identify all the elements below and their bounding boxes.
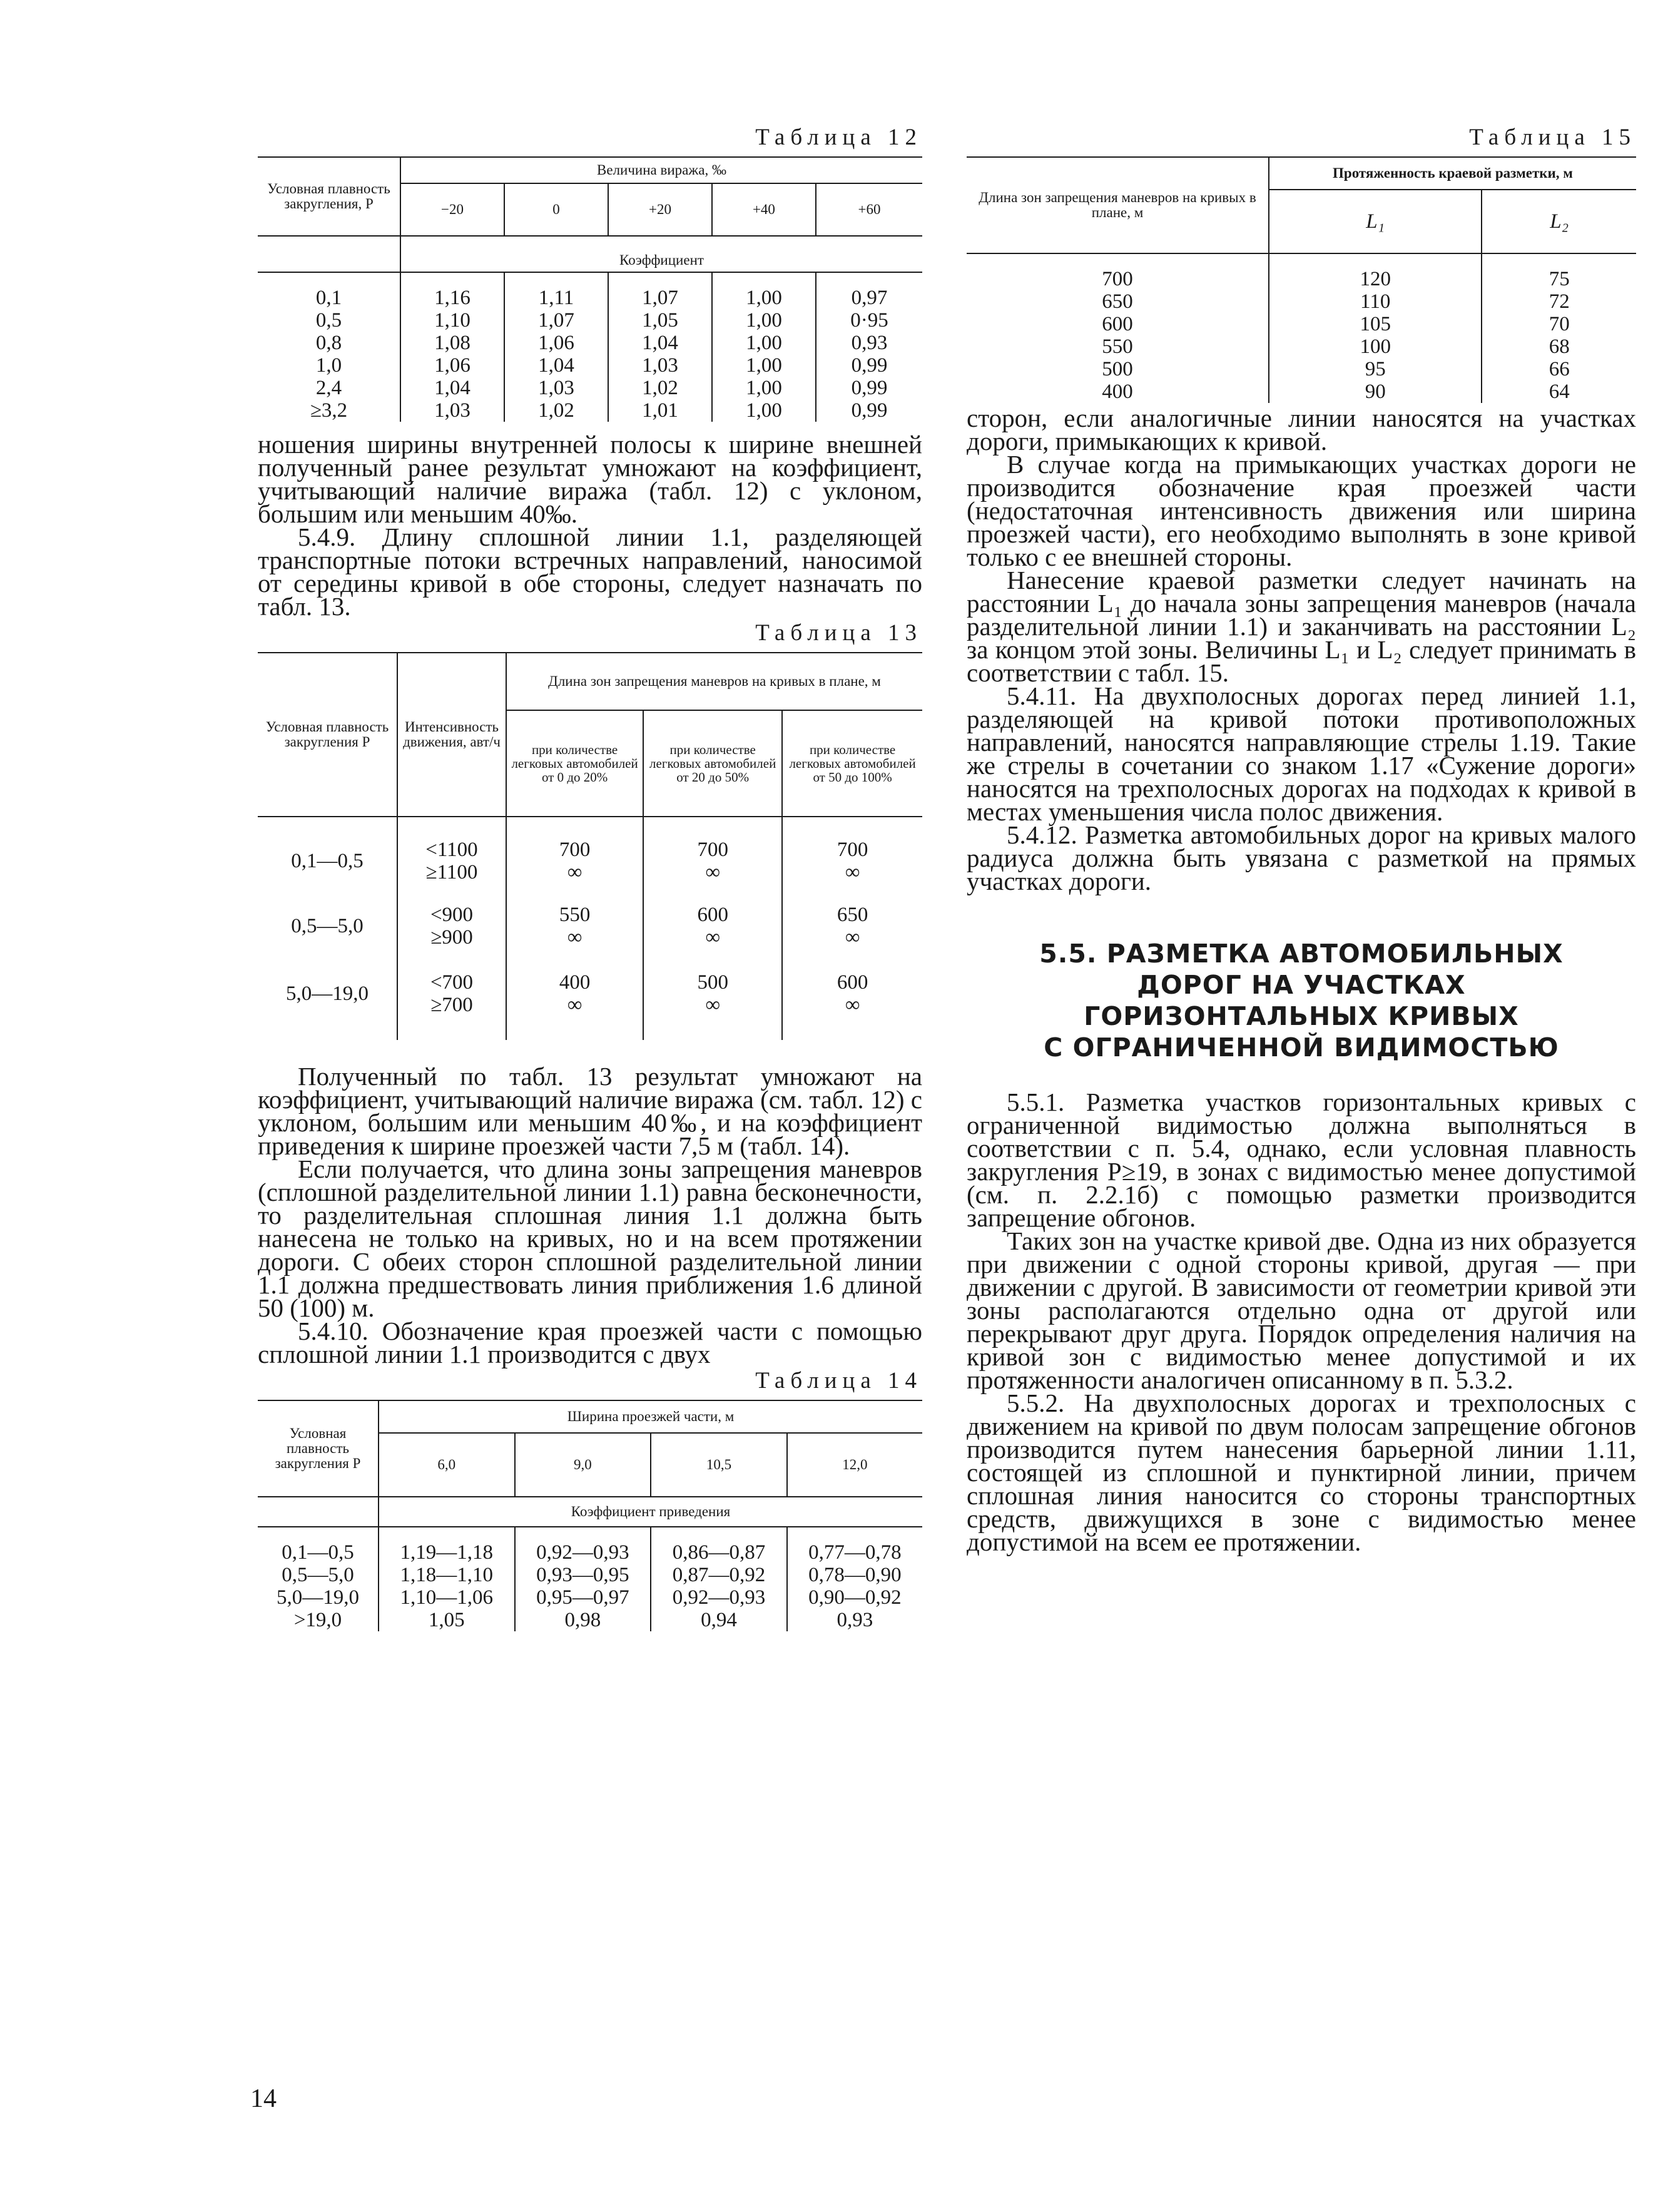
table-13 — [258, 652, 922, 1040]
table-15-col: L₂ — [1550, 210, 1569, 233]
paragraph: 5.4.12. Разметка автомобильных дорог на кривых малого радиуса должна быть увязана с разметкой на прямых участках дороги. — [967, 820, 1636, 895]
table-14-col: 9,0 — [515, 1433, 651, 1497]
table-row — [258, 1541, 922, 1631]
table-13-cell: 650 ∞ — [837, 904, 868, 949]
right-column — [967, 125, 1636, 1554]
table-row — [258, 830, 922, 892]
paragraph: Таких зон на участке кривой две. Одна из них образуется при движении с одной стороны кривой, другая — при движении с другой. В зависимости от геометрии кривой эти зоны располагаются отдельно одна от другой или перекрывают друг друга. Порядок определения наличия на кривой зон с видимостью менее допустимой и их протяженности аналогичен описанному в п. 5.3.2. — [967, 1226, 1636, 1394]
table-15-col-values: 75 72 70 68 66 64 — [1549, 268, 1570, 403]
section-title-line: С ОГРАНИЧЕННОЙ ВИДИМОСТЬЮ — [1044, 1032, 1559, 1063]
table-12-col: 0 — [504, 183, 608, 236]
table-13-cell: 600 ∞ — [837, 971, 868, 1016]
table-13-intensity: <1100 ≥1100 — [397, 830, 506, 892]
table-13-p: 0,5—5,0 — [258, 892, 397, 960]
table-14-caption: Таблица 14 — [755, 1368, 922, 1394]
section-title-line: ГОРИЗОНТАЛЬНЫХ КРИВЫХ — [1084, 1001, 1519, 1031]
table-14-row-header: Условная плавность закругления P — [258, 1400, 379, 1497]
table-12-sub-header: Коэффициент — [619, 252, 704, 268]
table-13-intensity: <900 ≥900 — [397, 892, 506, 960]
table-14-group-header: Ширина проезжей части, м — [379, 1400, 922, 1433]
left-column — [258, 125, 922, 1631]
paragraph: Если получается, что длина зоны запрещения маневров (сплошной разделительной линии 1.1) равна бесконечности, то разделительная сплошная линия 1.1 должна быть нанесена не только на кривых, но и на всем протяжении дороги. С обеих сторон сплошной разделительной линии 1.1 должна предшествовать линия приближения 1.6 длиной 50 (100) м. — [258, 1154, 922, 1322]
table-12-caption: Таблица 12 — [755, 125, 922, 150]
table-row — [967, 268, 1636, 403]
table-15-group-header: Протяженность краевой разметки, м — [1269, 157, 1636, 190]
table-13-row-header: Условная плавность закругления P — [258, 653, 397, 817]
table-15-col-values: 120 110 105 100 95 90 — [1269, 268, 1482, 403]
paragraph: ношения ширины внутренней полосы к ширине внешней полученный ранее результат умножают на коэффициент, учитывающий наличие виража (табл. 12) с уклоном, большим или меньшим 40‰. — [258, 430, 922, 528]
section-title — [967, 938, 1636, 1063]
paragraph: 5.5.2. На двухполосных дорогах и трехполосных с движением на кривой по двум полосам запрещение обгонов производится путем нанесения барьерной линии 1.11, состоящей из сплошной и пунктирной линии, причем сплошная линия наносится со стороны транспортных средств, движущихся в зоне с видимостью менее допустимой на всем ее протяжении. — [967, 1389, 1636, 1556]
section-title-line: 5.5. РАЗМЕТКА АВТОМОБИЛЬНЫХ — [1039, 939, 1564, 969]
table-12 — [258, 156, 922, 422]
table-12-p-values: 0,1 0,5 0,8 1,0 2,4 ≥3,2 — [258, 287, 400, 422]
table-row — [258, 960, 922, 1027]
table-14-sub-header: Коэффициент приведения — [571, 1504, 731, 1519]
table-13-cell: 600 ∞ — [643, 892, 782, 960]
table-15-d-values: 700 650 600 550 500 400 — [967, 268, 1269, 403]
table-12-row-header: Условная плавность закругления, P — [258, 157, 400, 236]
table-15-row-header: Длина зон запрещения маневров на кривых в плане, м — [967, 157, 1269, 253]
table-14-col-values: 0,86—0,87 0,87—0,92 0,92—0,93 0,94 — [651, 1541, 787, 1631]
table-14 — [258, 1400, 922, 1631]
table-14-p-values: 0,1—0,5 0,5—5,0 5,0—19,0 >19,0 — [258, 1541, 379, 1631]
table-13-p: 0,1—0,5 — [258, 830, 397, 892]
table-13-caption: Таблица 13 — [755, 620, 922, 646]
table-15-col: L₁ — [1269, 190, 1482, 253]
paragraph: Нанесение краевой разметки следует начинать на расстоянии L₁ до начала зоны запрещения маневров (начала разделительной линии 1.1) и заканчивать на расстоянии L₂ за концом этой зоны. Величины L₁ и L₂ следует принимать в соответствии с табл. 15. — [967, 566, 1636, 687]
paragraph: Полученный по табл. 13 результат умножают на коэффициент, учитывающий наличие виража (см. табл. 12) с уклоном, большим или меньшим 40‰, и на коэффициент приведения к ширине проезжей части 7,5 м (табл. 14). — [258, 1062, 922, 1160]
table-13-cell: 400 ∞ — [506, 960, 643, 1027]
table-12-col-values: 1,16 1,10 1,08 1,06 1,04 1,03 — [400, 287, 504, 422]
table-13-cell: 500 ∞ — [643, 960, 782, 1027]
table-13-col: при количестве легковых автомобилей от 0 до 20% — [506, 710, 643, 817]
paragraph: 5.4.9. Длину сплошной линии 1.1, разделяющей транспортные потоки встречных направлений, наносимой от середины кривой в обе стороны, следует назначать по табл. 13. — [258, 522, 922, 621]
table-13-cell: 700 ∞ — [506, 830, 643, 892]
paragraph: 5.4.10. Обозначение края проезжей части с помощью сплошной линии 1.1 производится с двух — [258, 1317, 922, 1368]
table-13-intensity-header: Интенсивность движения, авт/ч — [397, 653, 506, 817]
table-13-intensity: <700 ≥700 — [397, 960, 506, 1027]
table-14-col: 6,0 — [379, 1433, 515, 1497]
table-12-group-header: Величина виража, ‰ — [400, 157, 922, 183]
paragraph: В случае когда на примыкающих участках дороги не производится обозначение края проезжей части (недостаточная интенсивность движения или ширина проезжей части), его необходимо выполнять в зоне кривой только с ее внешней стороны. — [967, 450, 1636, 571]
table-13-col: при количестве легковых автомобилей от 20 до 50% — [643, 710, 782, 817]
table-12-col-values: 1,00 1,00 1,00 1,00 1,00 1,00 — [712, 287, 816, 422]
paragraph: 5.4.11. На двухполосных дорогах перед линией 1.1, разделяющей на кривой потоки противоположных направлений, наносятся направляющие стрелы 1.19. Такие же стрелы в сочетании со знаком 1.17 «Сужение дороги» наносятся на трехполосных дорогах на подходах к кривой в местах уменьшения числа полос движения. — [967, 681, 1636, 826]
table-14-col-values: 0,77—0,78 0,78—0,90 0,90—0,92 0,93 — [808, 1541, 902, 1631]
table-13-cell: 700 ∞ — [837, 838, 868, 884]
table-14-col: 12,0 — [842, 1457, 868, 1472]
table-13-p: 5,0—19,0 — [258, 960, 397, 1027]
table-15 — [967, 156, 1636, 403]
table-row — [258, 892, 922, 960]
table-13-col: при количестве легковых автомобилей от 50 до 100% — [789, 742, 916, 785]
table-12-col-values: 1,07 1,05 1,04 1,03 1,02 1,01 — [608, 287, 712, 422]
paragraph: 5.5.1. Разметка участков горизонтальных кривых с ограниченной видимостью должна выполняться в соответствии с п. 5.4, однако, если условная плавность закругления P≥19, в зонах с видимостью менее допустимой (см. п. 2.2.1б) с помощью разметки производится запрещение обгонов. — [967, 1088, 1636, 1232]
table-12-col-values: 1,11 1,07 1,06 1,04 1,03 1,02 — [504, 287, 608, 422]
page-number: 14 — [250, 2084, 277, 2113]
table-14-col: 10,5 — [651, 1433, 787, 1497]
section-title-line: ДОРОГ НА УЧАСТКАХ — [1137, 970, 1466, 1000]
table-12-col: +40 — [712, 183, 816, 236]
table-row — [258, 287, 922, 422]
table-15-caption: Таблица 15 — [1469, 125, 1636, 150]
table-12-col: +60 — [858, 201, 881, 217]
paragraph: сторон, если аналогичные линии наносятся на участках дороги, примыкающих к кривой. — [967, 404, 1636, 456]
table-12-col-values: 0,97 0·95 0,93 0,99 0,99 0,99 — [850, 287, 888, 422]
table-12-col: +20 — [608, 183, 712, 236]
table-13-group-header: Длина зон запрещения маневров на кривых в плане, м — [506, 653, 922, 710]
table-12-col: −20 — [400, 183, 504, 236]
table-13-cell: 700 ∞ — [643, 830, 782, 892]
table-13-cell: 550 ∞ — [506, 892, 643, 960]
table-14-col-values: 1,19—1,18 1,18—1,10 1,10—1,06 1,05 — [379, 1541, 515, 1631]
table-14-col-values: 0,92—0,93 0,93—0,95 0,95—0,97 0,98 — [515, 1541, 651, 1631]
